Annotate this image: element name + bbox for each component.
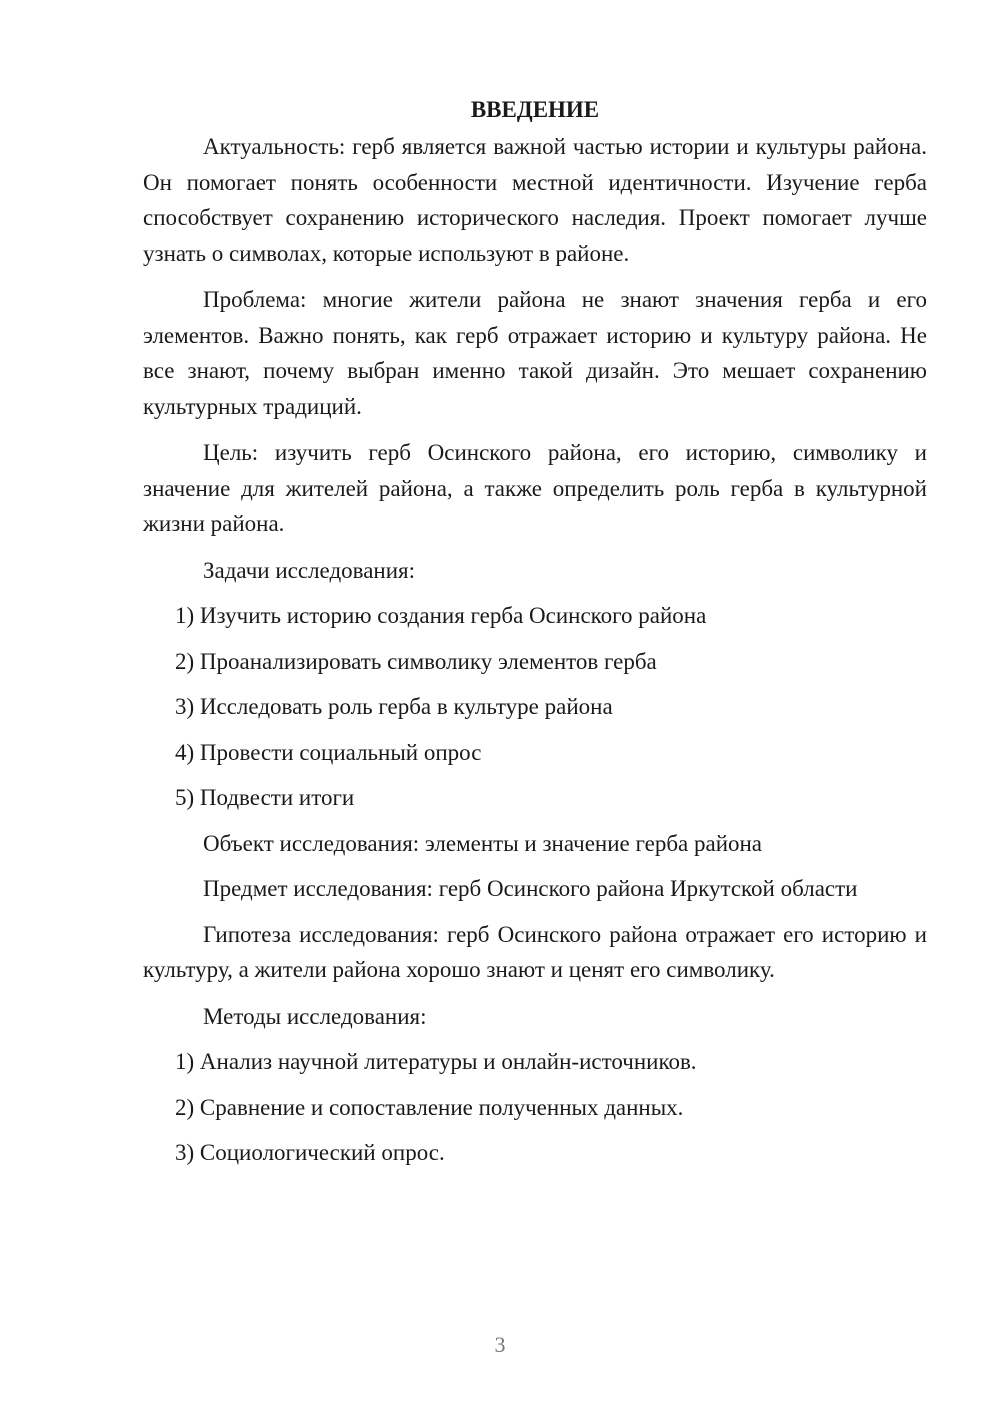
list-item: 3) Исследовать роль герба в культуре района bbox=[175, 694, 613, 719]
list-item: 4) Провести социальный опрос bbox=[175, 739, 482, 765]
list-item: 3) Социологический опрос. bbox=[175, 1140, 445, 1165]
page-title: ВВЕДЕНИЕ bbox=[470, 97, 600, 122]
research-subject: Предмет исследования: герб Осинского района Иркутской области bbox=[203, 876, 858, 901]
methods-list bbox=[143, 1044, 927, 1171]
list-item: 1) Изучить историю создания герба Осинского района bbox=[175, 603, 707, 628]
hypothesis-paragraph: Гипотеза исследования: герб Осинского района отражает его историю и культуру, а жители района хорошо знают и ценят его символику. bbox=[143, 921, 927, 982]
tasks-heading: Задачи исследования: bbox=[203, 557, 416, 583]
list-item: 2) Сравнение и сопоставление полученных данных. bbox=[175, 1094, 684, 1120]
research-object: Объект исследования: элементы и значение герба района bbox=[203, 830, 763, 856]
goal-paragraph: Цель: изучить герб Осинского района, его историю, символику и значение для жителей района, а также определить роль герба в культурной жизни района. bbox=[143, 440, 927, 536]
methods-heading: Методы исследования: bbox=[203, 1003, 427, 1029]
list-item: 1) Анализ научной литературы и онлайн-источников. bbox=[175, 1049, 697, 1074]
tasks-list bbox=[143, 598, 927, 816]
problem-paragraph: Проблема: многие жители района не знают значения герба и его элементов. Важно понять, как герб отражает историю и культуру района. Не все знают, почему выбран именно такой дизайн. Это мешает сохранению культурных традиций. bbox=[143, 287, 927, 419]
list-item: 2) Проанализировать символику элементов герба bbox=[175, 648, 657, 674]
relevance-paragraph: Актуальность: герб является важной частью истории и культуры района. Он помогает понять особенности местной идентичности. Изучение герба способствует сохранению исторического наследия. Проект помогает лучше узнать о символах, которые используют в районе. bbox=[143, 134, 927, 266]
page-number: 3 bbox=[494, 1332, 506, 1357]
list-item: 5) Подвести итоги bbox=[175, 785, 355, 810]
document-page bbox=[143, 92, 927, 1181]
